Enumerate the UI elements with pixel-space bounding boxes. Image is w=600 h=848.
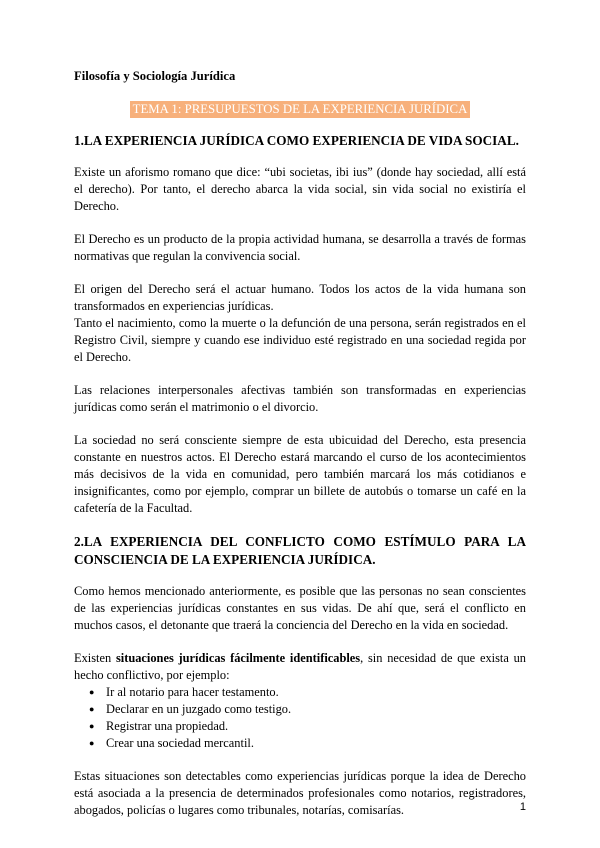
list-item [89,684,526,701]
tema-title: TEMA 1: PRESUPUESTOS DE LA EXPERIENCIA JURÍDICA [130,101,471,118]
section1-paragraph-1: Existe un aforismo romano que dice: “ubi societas, ibi ius” (donde hay sociedad, allí está el derecho). Por tanto, el derecho abarca la vida social, sin vida social no existiría el Derecho. [74,165,526,213]
section2-existen-paragraph [74,650,526,684]
section2-closing: Estas situaciones son detectables como experiencias jurídicas porque la idea de Derecho está asociada a la presencia de determinados profesionales como notarios, registradores, abogados, policías o lugares como tribunales, notarías, comisarías. [74,769,526,817]
list-item [89,735,526,752]
list-item-text: Registrar una propiedad. [106,719,229,733]
examples-list [74,684,526,752]
list-item [89,718,526,735]
document-page [74,68,526,835]
document-subject-header: Filosofía y Sociología Jurídica [74,69,236,83]
section1-paragraph-4: Tanto el nacimiento, como la muerte o la defunción de una persona, serán registrados en el Registro Civil, siempre y cuando ese individuo esté registrado en una sociedad regida por el Derecho. [74,316,526,364]
list-item-text: Declarar en un juzgado como testigo. [106,702,292,716]
section2-intro: Como hemos mencionado anteriormente, es posible que las personas no sean conscientes de las experiencias jurídicas constantes en sus vidas. De ahí que, será el conflicto en muchos casos, el detonante que traerá la conciencia del Derecho en la vida en sociedad. [74,584,526,632]
section1-paragraph-2: El Derecho es un producto de la propia actividad humana, se desarrolla a través de formas normativas que regulan la convivencia social. [74,232,526,263]
list-item-text: Crear una sociedad mercantil. [106,736,254,750]
page-number: 1 [519,801,526,813]
existen-suffix: , sin necesidad de que exista un hecho conflictivo, por ejemplo: [74,651,526,682]
section1-paragraph-6: La sociedad no será consciente siempre de esta ubicuidad del Derecho, esta presencia constante en nuestros actos. El Derecho estará marcando el curso de los acontecimientos más decisivos de la vida en comunidad, pero también marcará los más cotidianos e insignificantes, como por ejemplo, comprar un billete de autobús o tomarse un café en la cafetería de la Facultad. [74,433,526,515]
section1-heading: 1.LA EXPERIENCIA JURÍDICA COMO EXPERIENCIA DE VIDA SOCIAL. [74,133,519,148]
bullet-icon: ● [89,687,95,697]
section1-paragraph-5: Las relaciones interpersonales afectivas también son transformadas en experiencias jurídicas como serán el matrimonio o el divorcio. [74,383,526,414]
section2-heading: 2.LA EXPERIENCIA DEL CONFLICTO COMO ESTÍMULO PARA LA CONSCIENCIA DE LA EXPERIENCIA JURÍDICA. [74,534,526,567]
existen-prefix: Existen [74,651,116,665]
bullet-icon: ● [89,721,95,731]
list-item-text: Ir al notario para hacer testamento. [106,685,279,699]
tema-title-wrapper [74,101,526,118]
bullet-icon: ● [89,704,95,714]
bullet-icon: ● [89,738,95,748]
list-item [89,701,526,718]
existen-bold-phrase: situaciones jurídicas fácilmente identificables [115,651,361,665]
section1-paragraph-3: El origen del Derecho será el actuar humano. Todos los actos de la vida humana son transformados en experiencias jurídicas. [74,282,526,313]
